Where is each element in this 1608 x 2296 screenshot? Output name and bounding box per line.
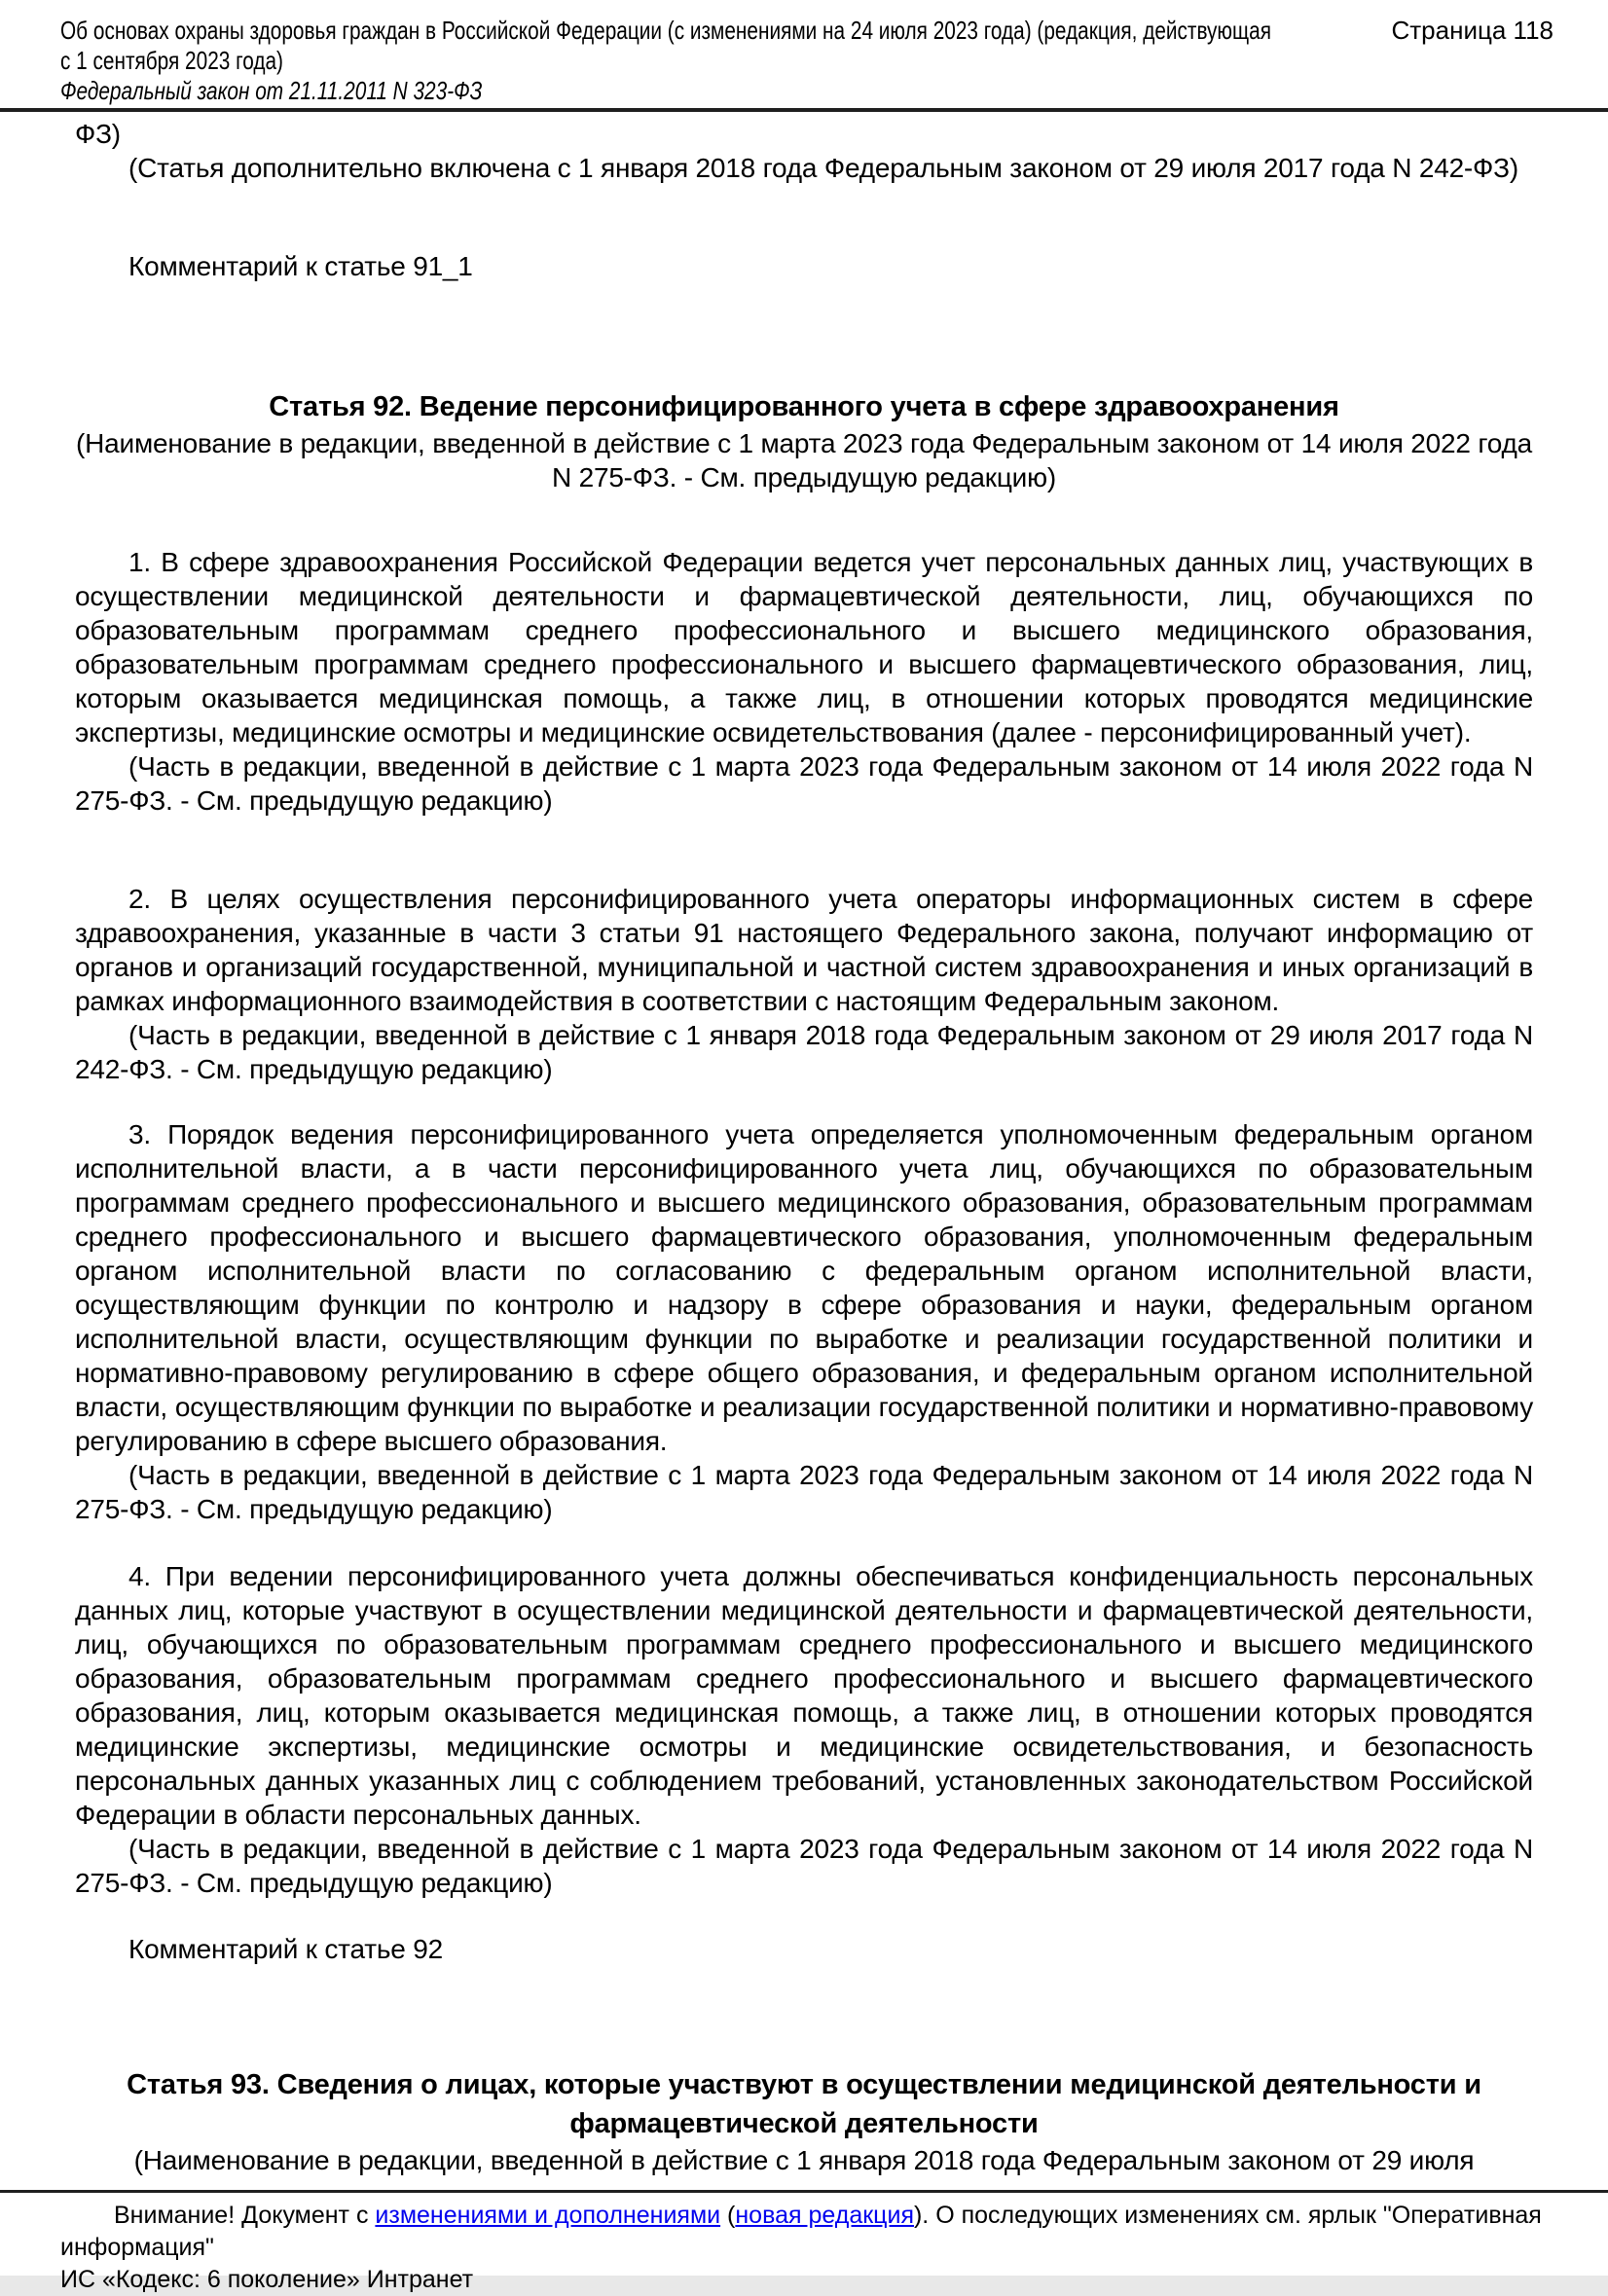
article-92-part-4-note: (Часть в редакции, введенной в действие с 1 марта 2023 года Федеральным законом от 14 июля 2022 года N 275-ФЗ. - См. предыдущую редакцию) — [75, 1834, 1533, 1898]
article-93-heading-block — [75, 2065, 1533, 2177]
document-law-reference: Федеральный закон от 21.11.2011 N 323-ФЗ — [60, 76, 483, 105]
document-title-line2: с 1 сентября 2023 года) — [60, 46, 283, 75]
document-title — [60, 16, 1271, 106]
article-92-part-4: 4. При ведении персонифицированного учета должны обеспечиваться конфиденциальность персональных данных лиц, которые участвуют в осуществлении медицинской деятельности и фармацевтической деятельности, лиц, обучающихся по образовательным программам среднего профессионального и высшего медицинского образования, образовательным программам среднего профессионального и высшего фармацевтического образования, лиц, которым оказывается медицинская помощь, а также лиц, в отношении которых проводятся медицинские экспертизы, медицинские осмотры и медицинские освидетельствования, и безопасность персональных данных указанных лиц с соблюдением требований, установленных законодательством Российской Федерации в области персональных данных. — [75, 1561, 1533, 1830]
header-divider — [0, 108, 1608, 112]
article-92-part-1-block — [75, 545, 1533, 818]
article-inclusion-note: (Статья дополнительно включена с 1 января 2018 года Федеральным законом от 29 июля 2017 года N 242-ФЗ) — [128, 153, 1518, 183]
comment-91-1: Комментарий к статье 91_1 — [128, 251, 473, 281]
document-footer — [0, 2190, 1608, 2293]
article-92-heading: Статья 92. Ведение персонифицированного учета в сфере здравоохранения — [269, 391, 1339, 422]
article-92-part-2-block — [75, 882, 1533, 1086]
article-93-heading-note: (Наименование в редакции, введенной в действие с 1 января 2018 года Федеральным законом от 29 июля — [133, 2145, 1475, 2175]
document-header — [0, 0, 1608, 106]
footer-paren-open: ( — [720, 2202, 736, 2229]
footer-warning-prefix: Внимание! Документ с — [114, 2202, 376, 2229]
comment-91-1-block — [75, 249, 1533, 283]
article-92-part-4-block — [75, 1559, 1533, 1900]
intro-block — [75, 117, 1533, 185]
comment-92-block — [75, 1932, 1533, 1966]
page-number: Страница 118 — [1391, 16, 1553, 45]
footer-warning-suffix: ). О последующих изменениях см. ярлык "Оперативная информация" — [60, 2202, 1542, 2261]
footer-warning — [60, 2200, 1548, 2264]
footer-source: ИС «Кодекс: 6 поколение» Интранет — [60, 2266, 474, 2293]
article-92-heading-block — [75, 387, 1533, 494]
article-92-part-2-note: (Часть в редакции, введенной в действие с 1 января 2018 года Федеральным законом от 29 июля 2017 года N 242-ФЗ. - См. предыдущую редакцию) — [75, 1020, 1533, 1084]
article-92-part-2: 2. В целях осуществления персонифицированного учета операторы информационных систем в сфере здравоохранения, указанные в части 3 статьи 91 настоящего Федерального закона, получают информацию от органов и организаций государственной, муниципальной и частной систем здравоохранения и иных организаций в рамках информационного взаимодействия в соответствии с настоящим Федеральным законом. — [75, 884, 1533, 1016]
document-title-line1: Об основах охраны здоровья граждан в Российской Федерации (с изменениями на 24 июля 2023 года) (редакция, действующая — [60, 16, 1271, 45]
article-92-heading-note: (Наименование в редакции, введенной в действие с 1 марта 2023 года Федеральным законом от 14 июля 2022 года N 275-ФЗ. - См. предыдущую редакцию) — [75, 428, 1532, 492]
amendments-link[interactable]: изменениями и дополнениями — [375, 2202, 721, 2229]
article-92-part-3: 3. Порядок ведения персонифицированного учета определяется уполномоченным федеральным органом исполнительной власти, а в части персонифицированного учета лиц, обучающихся по образовательным программам среднего профессионального и высшего медицинского образования, образовательным программам среднего профессионального и высшего фармацевтического образования, уполномоченным федеральным органом исполнительной власти по согласованию с федеральным органом исполнительной власти, осуществляющим функции по контролю и надзору в сфере образования и науки, федеральным органом исполнительной власти, осуществляющим функции по выработке и реализации государственной политики и нормативно-правовому регулированию в сфере общего образования, и федеральным органом исполнительной власти, осуществляющим функции по выработке и реализации государственной политики и нормативно-правовому регулированию в сфере высшего образования. — [75, 1119, 1533, 1456]
paragraph-continuation: ФЗ) — [75, 119, 121, 149]
comment-92: Комментарий к статье 92 — [128, 1934, 443, 1964]
article-92-part-1: 1. В сфере здравоохранения Российской Федерации ведется учет персональных данных лиц, участвующих в осуществлении медицинской деятельности и фармацевтической деятельности, лиц, обучающихся по образовательным программам среднего профессионального и высшего медицинского образования, образовательным программам среднего профессионального и высшего фармацевтического образования, лиц, которым оказывается медицинская помощь, а также лиц, в отношении которых проводятся медицинские экспертизы, медицинские осмотры и медицинские освидетельствования (далее - персонифицированный учет). — [75, 547, 1533, 747]
new-edition-link[interactable]: новая редакция — [735, 2202, 914, 2229]
article-93-heading: Статья 93. Сведения о лицах, которые участвуют в осуществлении медицинской деятельности и фармацевтической деятельности — [127, 2069, 1481, 2139]
article-92-part-1-note: (Часть в редакции, введенной в действие с 1 марта 2023 года Федеральным законом от 14 июля 2022 года N 275-ФЗ. - См. предыдущую редакцию) — [75, 751, 1533, 816]
article-92-part-3-note: (Часть в редакции, введенной в действие с 1 марта 2023 года Федеральным законом от 14 июля 2022 года N 275-ФЗ. - См. предыдущую редакцию) — [75, 1460, 1533, 1524]
article-92-part-3-block — [75, 1117, 1533, 1526]
